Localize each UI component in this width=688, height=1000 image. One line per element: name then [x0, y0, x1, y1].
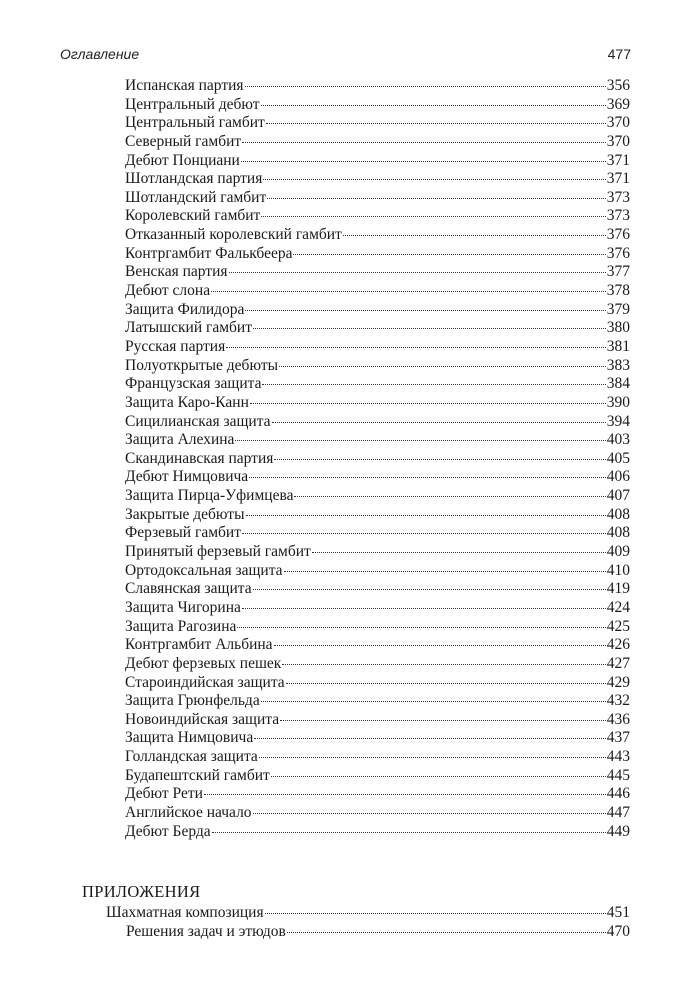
toc-entry[interactable]	[125, 114, 630, 133]
toc-entry[interactable]	[125, 375, 630, 394]
dot-leader	[261, 216, 605, 217]
toc-entry[interactable]	[125, 319, 630, 338]
toc-entry[interactable]	[125, 152, 630, 171]
dot-leader	[343, 235, 606, 236]
toc-entry[interactable]	[125, 674, 630, 693]
toc-entry[interactable]	[125, 543, 630, 562]
dot-leader	[263, 179, 605, 180]
dot-leader	[242, 142, 606, 143]
toc-entry-label: Полуоткрытые дебюты	[125, 356, 279, 374]
toc-entry-label: Шотландский гамбит	[125, 188, 267, 206]
toc-entry-label: Принятый ферзевый гамбит	[125, 543, 311, 561]
toc-entry-label: Центральный дебют	[125, 95, 260, 113]
toc-entry-page: 410	[606, 561, 630, 579]
toc-entry[interactable]	[125, 413, 630, 432]
toc-list	[125, 77, 630, 841]
dot-leader	[241, 161, 606, 162]
dot-leader	[282, 664, 605, 665]
toc-entry-label: Будапештский гамбит	[125, 766, 270, 784]
toc-entry-label: Ферзевый гамбит	[125, 524, 241, 542]
toc-entry-label: Дебют Понциани	[125, 151, 240, 169]
toc-entry-label: Защита Пирца-Уфимцева	[125, 487, 294, 505]
toc-entry-page: 427	[606, 654, 630, 672]
toc-entry-page: 409	[606, 543, 630, 561]
toc-entry-label: Русская партия	[125, 337, 226, 355]
dot-leader	[253, 589, 606, 590]
dot-leader	[250, 403, 606, 404]
toc-entry-label: Решения задач и этюдов	[126, 922, 286, 940]
toc-entry[interactable]	[125, 301, 630, 320]
toc-entry[interactable]	[106, 904, 630, 923]
toc-entry[interactable]	[125, 431, 630, 450]
dot-leader	[293, 254, 605, 255]
dot-leader	[245, 310, 605, 311]
dot-leader	[235, 440, 605, 441]
toc-entry[interactable]	[125, 599, 630, 618]
toc-entry-page: 470	[606, 922, 630, 940]
toc-entry[interactable]	[125, 357, 630, 376]
toc-entry[interactable]	[125, 245, 630, 264]
toc-entry[interactable]	[125, 655, 630, 674]
toc-entry[interactable]	[125, 394, 630, 413]
toc-entry-label: Ортодоксальная защита	[125, 561, 283, 579]
toc-entry[interactable]	[125, 506, 630, 525]
toc-entry[interactable]	[125, 133, 630, 152]
toc-entry[interactable]	[125, 189, 630, 208]
dot-leader	[261, 701, 606, 702]
dot-leader	[286, 683, 606, 684]
dot-leader	[242, 608, 606, 609]
toc-entry-page: 377	[606, 263, 630, 281]
toc-entry[interactable]	[125, 207, 630, 226]
running-title: Оглавление	[60, 46, 140, 62]
toc-entry-label: Дебют Нимцовича	[125, 468, 249, 486]
toc-entry[interactable]	[125, 263, 630, 282]
dot-leader	[242, 533, 606, 534]
toc-entry[interactable]	[125, 282, 630, 301]
toc-entry-page: 406	[606, 468, 630, 486]
toc-entry-label: Центральный гамбит	[125, 114, 265, 132]
appendix-heading: ПРИЛОЖЕНИЯ	[82, 882, 201, 901]
toc-entry[interactable]	[125, 226, 630, 245]
toc-entry[interactable]	[125, 785, 630, 804]
toc-entry-label: Контргамбит Альбина	[125, 636, 273, 654]
dot-leader	[272, 422, 606, 423]
toc-entry-label: Защита Нимцовича	[125, 729, 254, 747]
toc-entry-label: Дебют Рети	[125, 785, 203, 803]
dot-leader	[267, 198, 606, 199]
toc-entry-label: Защита Филидора	[125, 300, 245, 318]
dot-leader	[254, 738, 606, 739]
toc-entry[interactable]	[125, 729, 630, 748]
toc-entry-page: 445	[606, 766, 630, 784]
page-number: 477	[607, 46, 631, 62]
toc-entry[interactable]	[125, 96, 630, 115]
page-header	[60, 46, 631, 66]
toc-entry-label: Дебют слона	[125, 282, 211, 300]
toc-entry-page: 408	[606, 505, 630, 523]
dot-leader	[246, 515, 606, 516]
toc-entry-page: 407	[606, 487, 630, 505]
toc-entry-page: 424	[606, 598, 630, 616]
toc-entry-label: Контргамбит Фалькбеера	[125, 244, 293, 262]
dot-leader	[204, 794, 606, 795]
toc-entry-page: 408	[606, 524, 630, 542]
toc-entry-page: 446	[606, 785, 630, 803]
toc-entry-label: Защита Чигорина	[125, 598, 241, 616]
toc-entry-page: 394	[606, 412, 630, 430]
toc-entry-page: 376	[606, 244, 630, 262]
toc-entry-label: Латышский гамбит	[125, 319, 252, 337]
dot-leader	[261, 105, 606, 106]
toc-entry-page: 419	[606, 580, 630, 598]
toc-entry-label: Французская защита	[125, 375, 262, 393]
toc-entry-label: Дебют Берда	[125, 822, 211, 840]
dot-leader	[279, 366, 606, 367]
toc-entry-page: 370	[606, 132, 630, 150]
dot-leader	[274, 459, 605, 460]
toc-entry-page: 432	[606, 692, 630, 710]
toc-entry-label: Защита Грюнфельда	[125, 692, 260, 710]
toc-entry[interactable]	[125, 618, 630, 637]
toc-entry-page: 376	[606, 226, 630, 244]
toc-entry-label: Отказанный королевский гамбит	[125, 226, 342, 244]
dot-leader	[211, 291, 606, 292]
toc-entry-label: Шотландская партия	[125, 170, 263, 188]
toc-entry-page: 425	[606, 617, 630, 635]
toc-entry-page: 443	[606, 748, 630, 766]
toc-entry-page: 449	[606, 822, 630, 840]
toc-entry-page: 383	[606, 356, 630, 374]
toc-entry[interactable]	[125, 767, 630, 786]
dot-leader	[253, 328, 606, 329]
dot-leader	[259, 757, 606, 758]
dot-leader	[284, 571, 606, 572]
dot-leader	[294, 496, 605, 497]
toc-entry[interactable]	[125, 487, 630, 506]
dot-leader	[312, 552, 606, 553]
toc-entry-label: Испанская партия	[125, 77, 244, 94]
toc-entry-page: 429	[606, 673, 630, 691]
dot-leader	[249, 477, 606, 478]
toc-entry[interactable]	[106, 923, 630, 942]
dot-leader	[212, 832, 606, 833]
dot-leader	[271, 776, 606, 777]
dot-leader	[262, 384, 605, 385]
toc-entry-page: 403	[606, 431, 630, 449]
dot-leader	[266, 123, 606, 124]
dot-leader	[245, 86, 606, 87]
toc-entry[interactable]	[125, 636, 630, 655]
toc-entry[interactable]	[125, 804, 630, 823]
toc-entry-page: 426	[606, 636, 630, 654]
toc-entry-label: Защита Каро-Канн	[125, 393, 249, 411]
toc-entry-label: Венская партия	[125, 263, 228, 281]
toc-entry-page: 384	[606, 375, 630, 393]
toc-entry-label: Королевский гамбит	[125, 207, 261, 225]
toc-entry[interactable]	[125, 711, 630, 730]
toc-entry[interactable]	[125, 77, 630, 96]
toc-entry[interactable]	[125, 562, 630, 581]
dot-leader	[280, 720, 606, 721]
toc-entry[interactable]	[125, 524, 630, 543]
dot-leader	[237, 627, 605, 628]
toc-entry-page: 437	[606, 729, 630, 747]
toc-entry[interactable]	[125, 338, 630, 357]
toc-entry-label: Английское начало	[125, 803, 252, 821]
dot-leader	[226, 347, 606, 348]
toc-entry-page: 381	[606, 337, 630, 355]
dot-leader	[229, 272, 606, 273]
toc-entry-label: Староиндийская защита	[125, 673, 285, 691]
toc-entry-page: 356	[606, 77, 630, 94]
toc-entry[interactable]	[125, 823, 630, 842]
toc-entry-page: 373	[606, 188, 630, 206]
toc-entry-page: 371	[606, 151, 630, 169]
toc-entry-page: 370	[606, 114, 630, 132]
toc-entry[interactable]	[125, 748, 630, 767]
toc-entry-label: Закрытые дебюты	[125, 505, 245, 523]
toc-entry-page: 436	[606, 710, 630, 728]
dot-leader	[265, 913, 606, 914]
toc-entry-label: Голландская защита	[125, 748, 258, 766]
toc-entry-label: Новоиндийская защита	[125, 710, 280, 728]
toc-entry-page: 378	[606, 282, 630, 300]
toc-entry[interactable]	[125, 468, 630, 487]
toc-entry-label: Защита Алехина	[125, 431, 235, 449]
toc-entry-page: 369	[606, 95, 630, 113]
toc-entry-label: Северный гамбит	[125, 132, 242, 150]
toc-entry[interactable]	[125, 692, 630, 711]
toc-entry-page: 373	[606, 207, 630, 225]
toc-entry-page: 451	[606, 904, 630, 921]
appendix-list	[106, 904, 630, 941]
toc-entry[interactable]	[125, 580, 630, 599]
toc-entry-page: 380	[606, 319, 630, 337]
toc-entry-page: 447	[606, 803, 630, 821]
dot-leader	[253, 813, 606, 814]
toc-entry-label: Славянская защита	[125, 580, 252, 598]
toc-entry-label: Сицилианская защита	[125, 412, 271, 430]
toc-entry-label: Дебют ферзевых пешек	[125, 654, 282, 672]
toc-entry-page: 379	[606, 300, 630, 318]
dot-leader	[274, 645, 606, 646]
toc-entry-page: 371	[606, 170, 630, 188]
toc-entry-page: 405	[606, 449, 630, 467]
dot-leader	[287, 932, 606, 933]
toc-entry-label: Скандинавская партия	[125, 449, 274, 467]
toc-entry-label: Шахматная композиция	[106, 904, 264, 921]
toc-entry-page: 390	[606, 393, 630, 411]
toc-entry[interactable]	[125, 170, 630, 189]
toc-entry-label: Защита Рагозина	[125, 617, 237, 635]
toc-entry[interactable]	[125, 450, 630, 469]
